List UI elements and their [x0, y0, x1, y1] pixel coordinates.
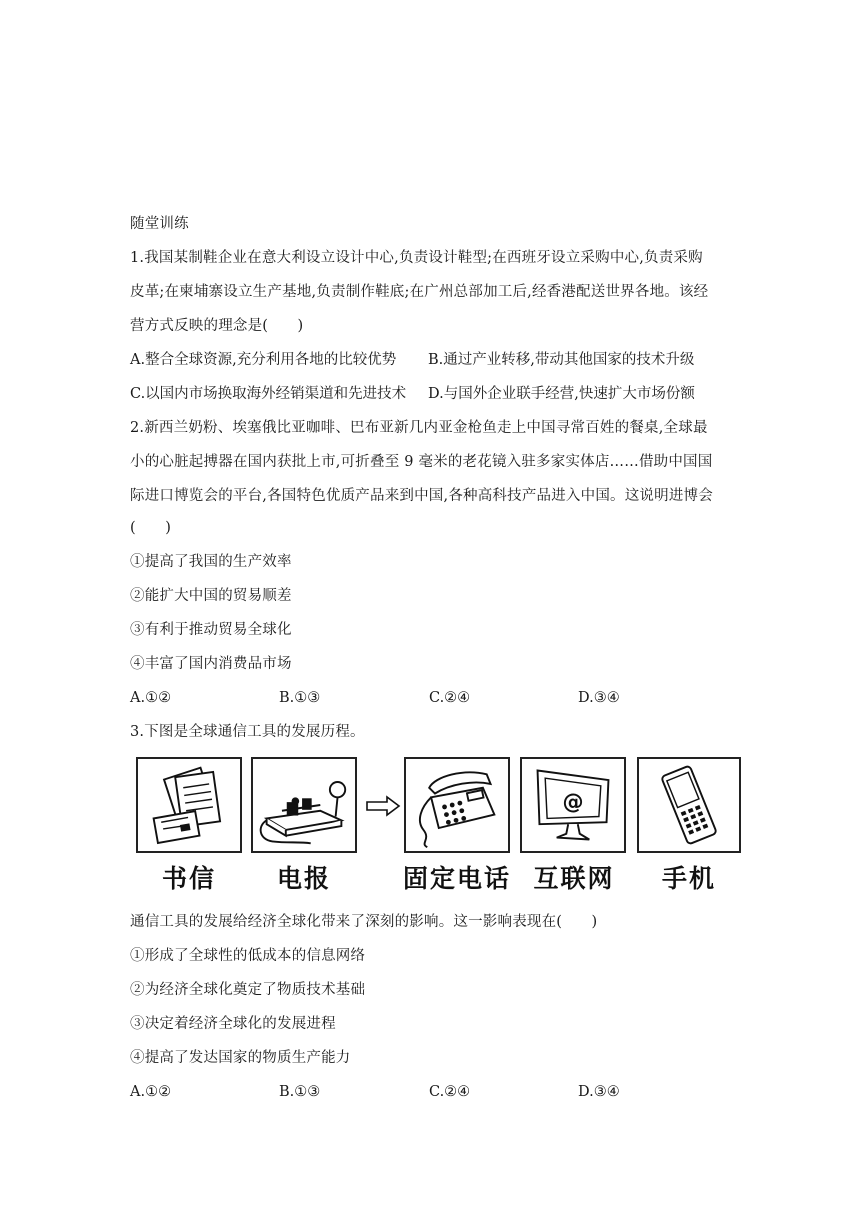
section-title: 随堂训练 — [130, 216, 189, 232]
caption-telephone: 固定电话 — [402, 864, 511, 893]
question-1-option-c: C.以国内市场换取海外经销渠道和先进技术 — [130, 386, 407, 402]
question-1-line-2: 皮革;在柬埔寨设立生产基地,负责制作鞋底;在广州总部加工后,经香港配送世界各地。该经 — [130, 284, 709, 300]
question-3-option-d: D.③④ — [578, 1084, 620, 1100]
question-2-option-b: B.①③ — [279, 690, 321, 706]
question-2-line-4: ( ) — [130, 520, 172, 536]
question-3-statement-3: ③决定着经济全球化的发展进程 — [130, 1016, 336, 1032]
question-2-statement-3: ③有利于推动贸易全球化 — [130, 622, 292, 638]
question-2-line-3: 际进口博览会的平台,各国特色优质产品来到中国,各种高科技产品进入中国。这说明进博会 — [130, 488, 713, 504]
question-3-statement-1: ①形成了全球性的低成本的信息网络 — [130, 948, 366, 964]
question-2-option-a: A.①② — [130, 690, 172, 706]
question-1-option-d: D.与国外企业联手经营,快速扩大市场份额 — [428, 386, 695, 402]
question-3-option-c: C.②④ — [429, 1084, 471, 1100]
letters-icon — [136, 757, 242, 853]
question-3-line-1: 3.下图是全球通信工具的发展历程。 — [130, 724, 365, 740]
caption-telegraph: 电报 — [276, 864, 331, 893]
arrow-right-icon — [365, 795, 401, 817]
question-2-option-d: D.③④ — [578, 690, 620, 706]
question-2-statement-4: ④丰富了国内消费品市场 — [130, 656, 292, 672]
communication-tools-figure — [134, 757, 744, 897]
question-1-option-a: A.整合全球资源,充分利用各地的比较优势 — [130, 352, 397, 368]
svg-text:@: @ — [562, 788, 584, 814]
question-3-option-b: B.①③ — [279, 1084, 321, 1100]
caption-mobile-phone: 手机 — [661, 864, 716, 893]
question-3-statement-2: ②为经济全球化奠定了物质技术基础 — [130, 982, 366, 998]
question-2-line-1: 2.新西兰奶粉、埃塞俄比亚咖啡、巴布亚新几内亚金枪鱼走上中国寻常百姓的餐桌,全球最 — [130, 420, 708, 436]
question-2-line-2: 小的心脏起搏器在国内获批上市,可折叠至 9 毫米的老花镜入驻多家实体店……借助中国国 — [130, 454, 713, 470]
question-1-line-3: 营方式反映的理念是( ) — [130, 318, 304, 334]
question-2-option-c: C.②④ — [429, 690, 471, 706]
question-3-option-a: A.①② — [130, 1084, 172, 1100]
mobile-phone-icon — [637, 757, 741, 853]
caption-internet: 互联网 — [533, 864, 615, 893]
caption-letters: 书信 — [161, 864, 216, 893]
telephone-icon — [404, 757, 510, 853]
question-3-line-2: 通信工具的发展给经济全球化带来了深刻的影响。这一影响表现在( ) — [130, 914, 598, 930]
computer-icon — [520, 757, 626, 853]
question-1-option-b: B.通过产业转移,带动其他国家的技术升级 — [428, 352, 695, 368]
telegraph-icon — [251, 757, 357, 853]
question-2-statement-1: ①提高了我国的生产效率 — [130, 554, 292, 570]
question-3-statement-4: ④提高了发达国家的物质生产能力 — [130, 1050, 351, 1066]
question-1-line-1: 1.我国某制鞋企业在意大利设立设计中心,负责设计鞋型;在西班牙设立采购中心,负责采购 — [130, 250, 703, 266]
question-2-statement-2: ②能扩大中国的贸易顺差 — [130, 588, 292, 604]
